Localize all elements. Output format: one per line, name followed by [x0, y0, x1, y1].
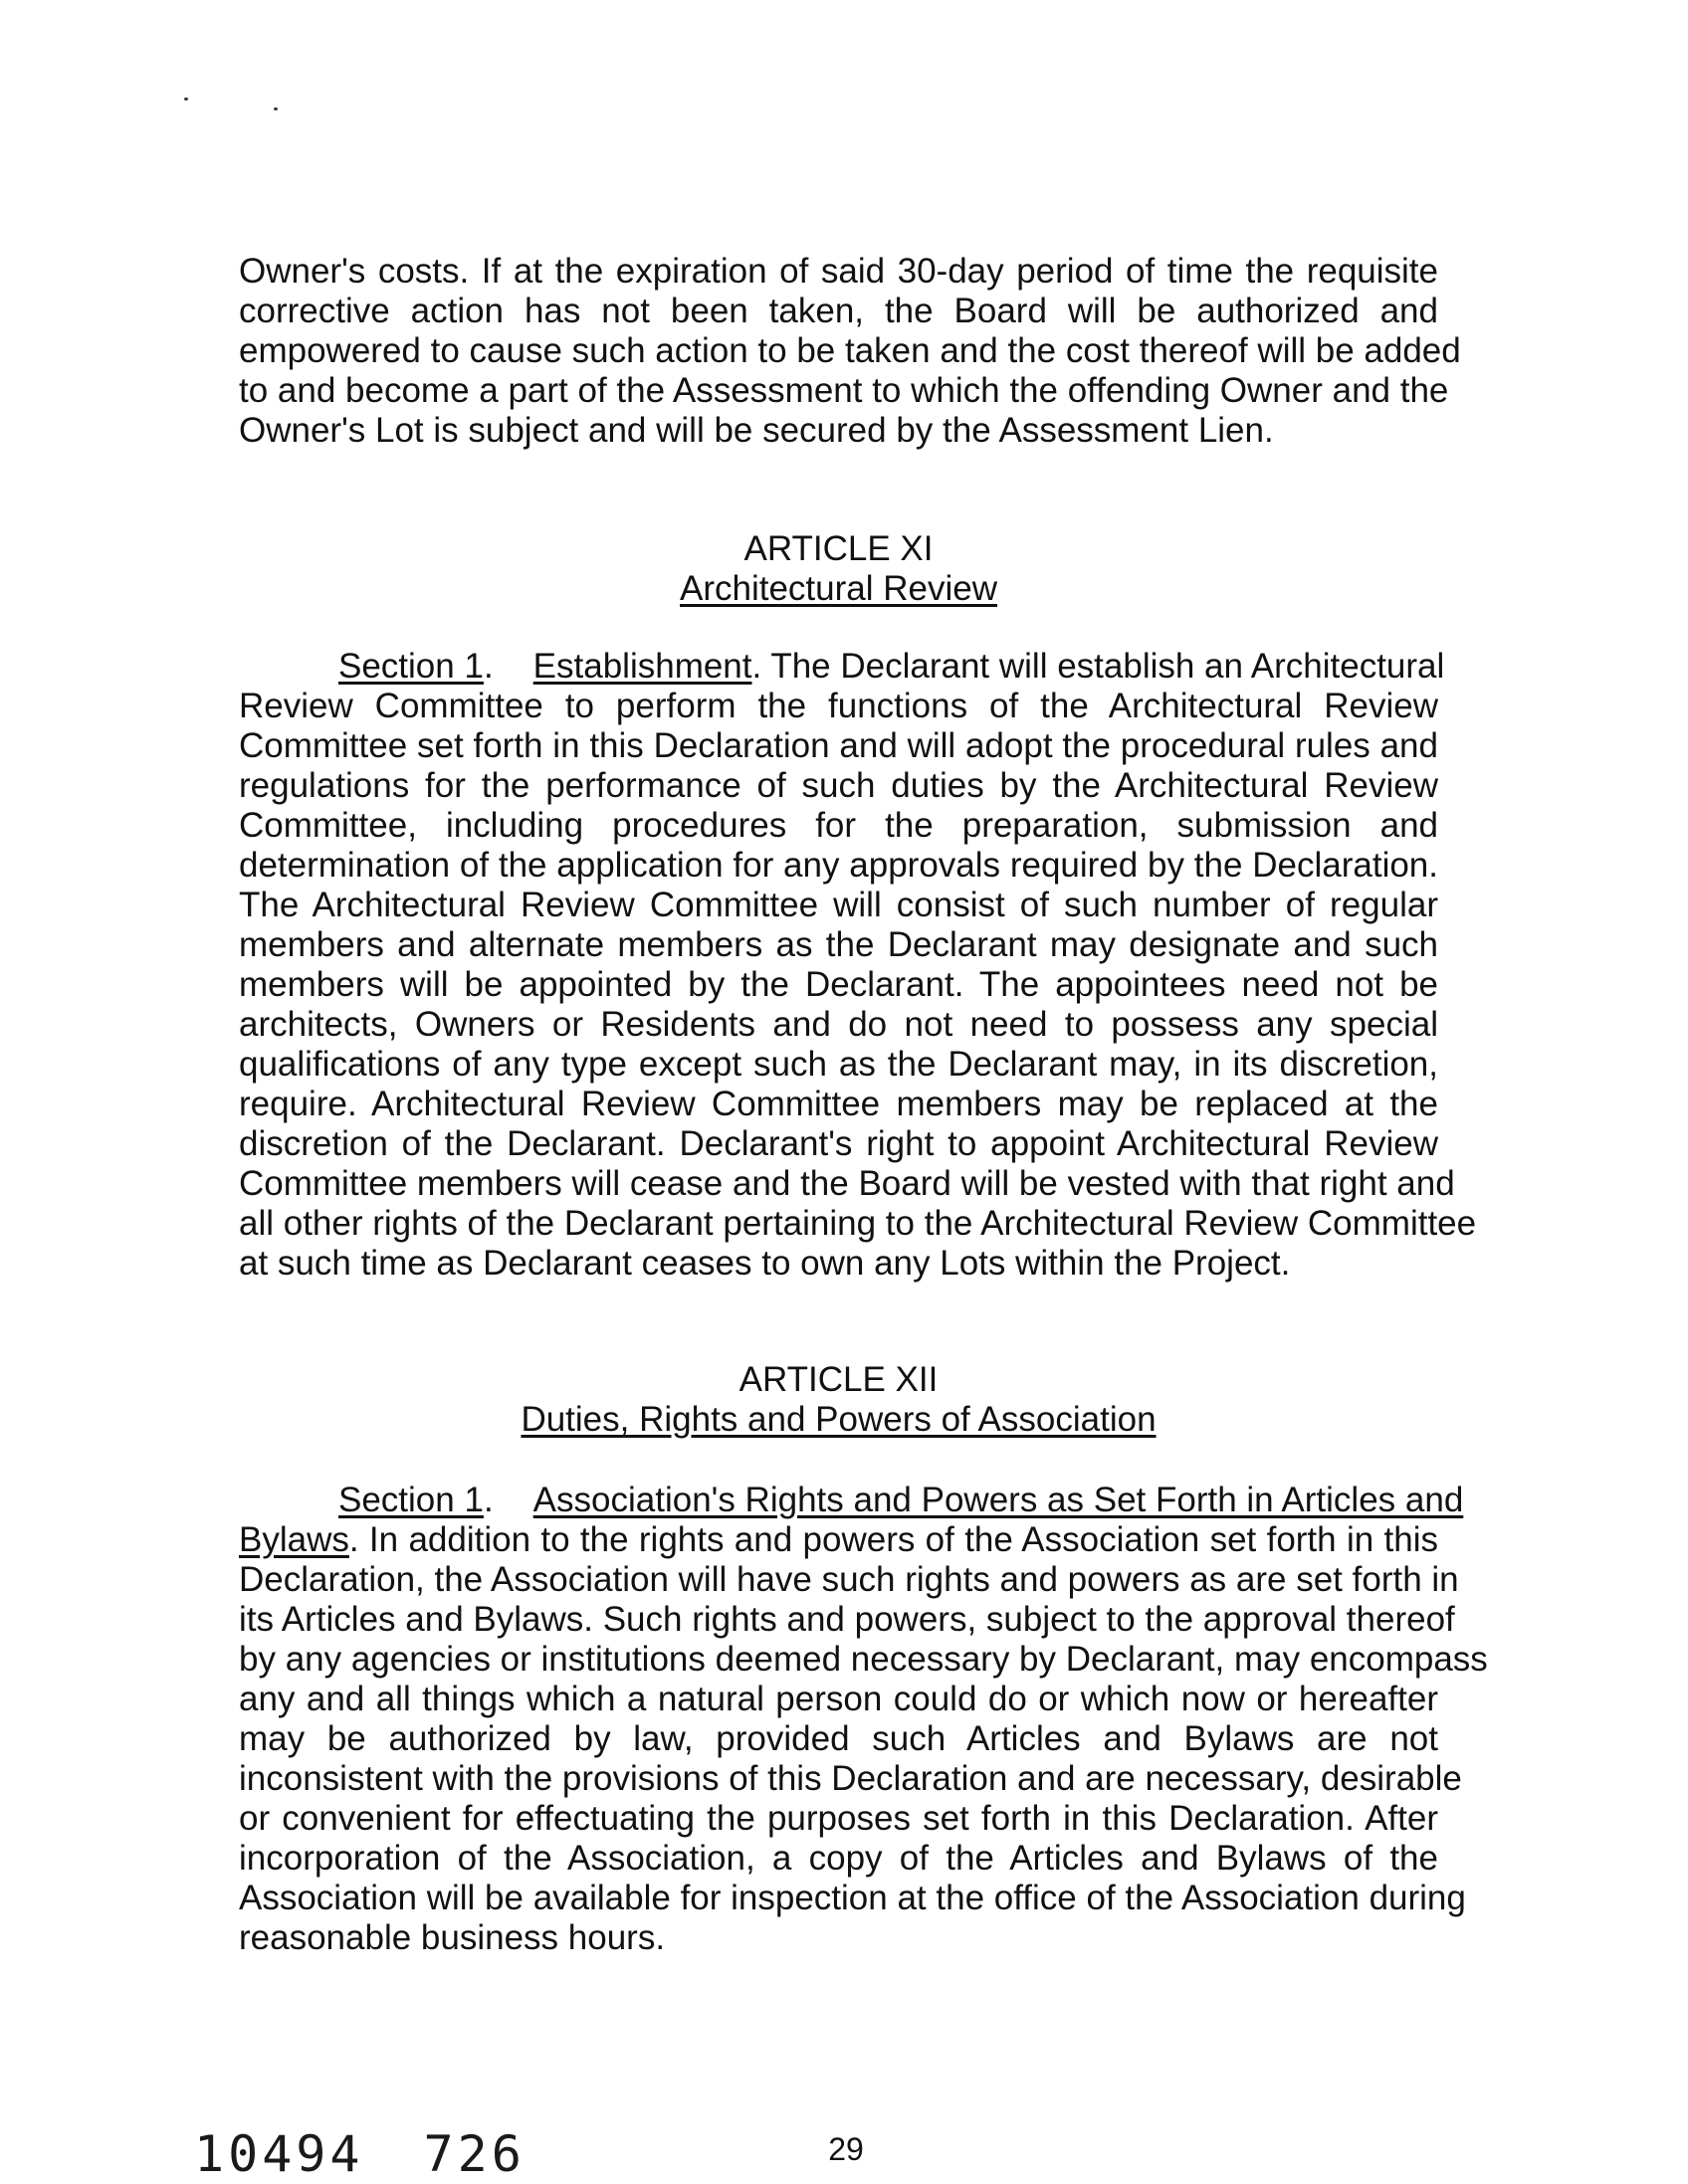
- text-line: discretion of the Declarant. Declarant's right to appoint Architectural Review: [239, 1124, 1438, 1163]
- article-xi-section-1: [239, 647, 1477, 1284]
- stamp-page-number: 726: [423, 2125, 526, 2183]
- text-line: or convenient for effectuating the purposes set forth in this Declaration. After: [239, 1799, 1438, 1838]
- scan-speck: [274, 107, 278, 110]
- text-line: Committee set forth in this Declaration and will adopt the procedural rules and: [239, 726, 1438, 765]
- article-xi-heading: [239, 529, 1438, 609]
- text-line: by any agencies or institutions deemed necessary by Declarant, may encompass: [239, 1640, 1488, 1679]
- section-title: Association's Rights and Powers as Set Forth in Articles and: [532, 1481, 1464, 1519]
- text-line: Owner's costs. If at the expiration of said 30-day period of time the requisite: [239, 252, 1438, 291]
- page-number: 29: [828, 2131, 864, 2167]
- text-line: inconsistent with the provisions of this Declaration and are necessary, desirable: [239, 1759, 1462, 1798]
- text-line: reasonable business hours.: [239, 1918, 666, 1957]
- text-line: members will be appointed by the Declarant. The appointees need not be: [239, 965, 1438, 1004]
- section-first-line: Section 1. Association's Rights and Powers as Set Forth in Articles and: [338, 1481, 1464, 1519]
- text-line: may be authorized by law, provided such Articles and Bylaws are not: [239, 1719, 1438, 1758]
- text-fragment: . The Declarant will establish an Architectural: [751, 647, 1445, 686]
- text-line: The Architectural Review Committee will consist of such number of regular: [239, 886, 1438, 924]
- section-second-line: [239, 1520, 1438, 1560]
- text-line: Committee, including procedures for the preparation, submission and: [239, 806, 1438, 845]
- section-label: Section 1: [338, 647, 484, 686]
- text-line: any and all things which a natural person could do or which now or hereafter: [239, 1680, 1438, 1718]
- article-number: ARTICLE XII: [738, 1360, 939, 1399]
- scan-speck: [184, 98, 188, 100]
- article-xii-section-1: [239, 1481, 1488, 1958]
- section-title-continued: Bylaws: [239, 1520, 349, 1559]
- section-first-line: Section 1. Establishment. The Declarant will establish an Architectural: [338, 647, 1445, 686]
- text-line: regulations for the performance of such duties by the Architectural Review: [239, 766, 1438, 805]
- book-page-stamp: [194, 2124, 526, 2184]
- text-line: determination of the application for any approvals required by the Declaration.: [239, 846, 1438, 885]
- section-label: Section 1: [338, 1481, 484, 1519]
- text-fragment: . In addition to the rights and powers of the Association set forth in this: [348, 1520, 1438, 1559]
- text-line: Review Committee to perform the functions of the Architectural Review: [239, 687, 1438, 725]
- article-title: Architectural Review: [680, 569, 997, 608]
- article-title: Duties, Rights and Powers of Association: [521, 1400, 1157, 1439]
- text-line: its Articles and Bylaws. Such rights and powers, subject to the approval thereof: [239, 1600, 1455, 1639]
- text-line: architects, Owners or Residents and do not need to possess any special: [239, 1005, 1438, 1044]
- text-line: require. Architectural Review Committee members may be replaced at the: [239, 1085, 1438, 1123]
- text-line: at such time as Declarant ceases to own any Lots within the Project.: [239, 1244, 1291, 1283]
- text-line: all other rights of the Declarant pertaining to the Architectural Review Committee: [239, 1204, 1477, 1243]
- text-line: to and become a part of the Assessment to which the offending Owner and the: [239, 371, 1449, 410]
- text-line: incorporation of the Association, a copy of the Articles and Bylaws of the: [239, 1839, 1438, 1878]
- text-line: Declaration, the Association will have such rights and powers as are set forth in: [239, 1560, 1459, 1599]
- text-line: Owner's Lot is subject and will be secured by the Assessment Lien.: [239, 411, 1274, 450]
- book-number: 10494: [194, 2125, 364, 2183]
- section-title: Establishment: [532, 647, 752, 686]
- text-line: Committee members will cease and the Board will be vested with that right and: [239, 1164, 1455, 1203]
- article-xii-heading: [239, 1360, 1438, 1440]
- intro-paragraph: [239, 252, 1461, 451]
- text-line: qualifications of any type except such as the Declarant may, in its discretion,: [239, 1045, 1438, 1084]
- article-number: ARTICLE XI: [743, 529, 934, 568]
- text-line: empowered to cause such action to be taken and the cost thereof will be added: [239, 331, 1461, 370]
- text-line: corrective action has not been taken, the Board will be authorized and: [239, 292, 1438, 330]
- text-line: members and alternate members as the Declarant may designate and such: [239, 925, 1438, 964]
- text-line: Association will be available for inspection at the office of the Association during: [239, 1879, 1466, 1917]
